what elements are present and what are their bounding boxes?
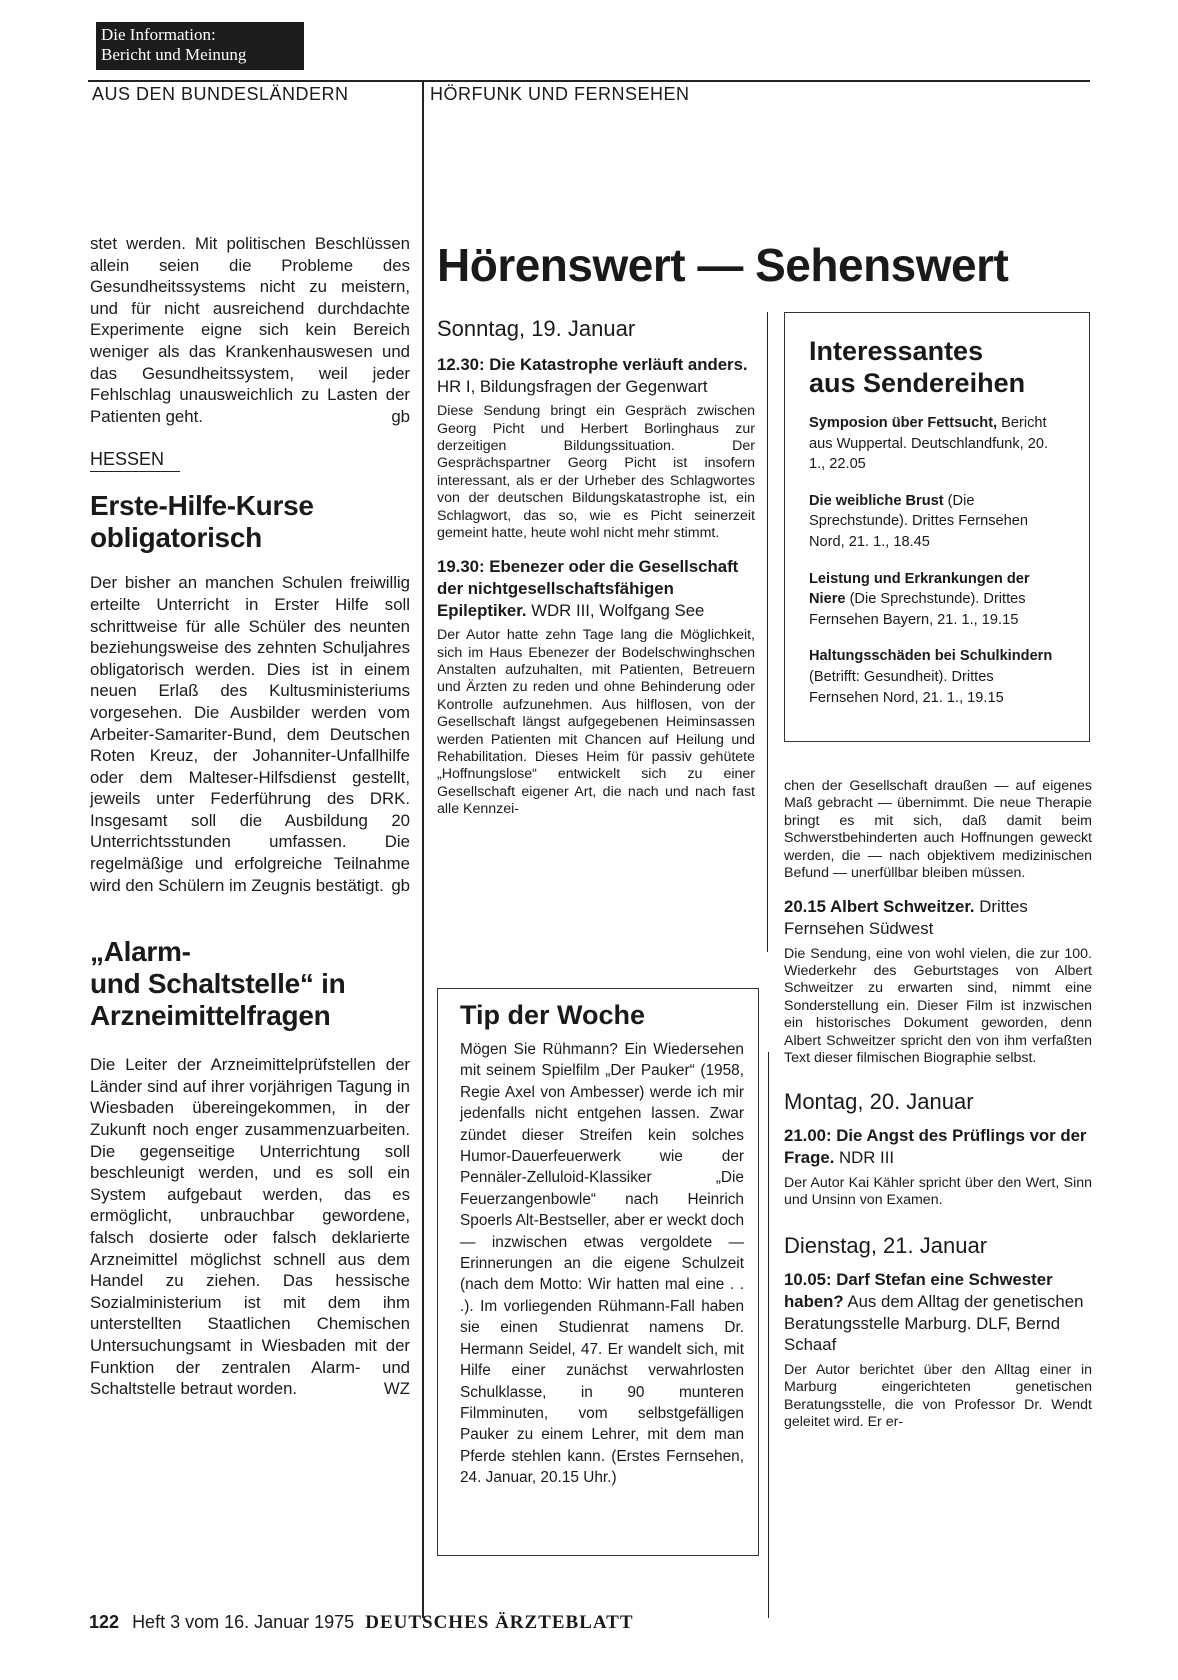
signature: WZ	[383, 1379, 410, 1399]
program-item-description: Der Autor Kai Kähler spricht über den Wert, Sinn und Unsinn von Examen.	[784, 1174, 1092, 1209]
day-heading-tuesday: Dienstag, 21. Januar	[784, 1233, 988, 1259]
program-item-heading: 19.30: Ebenezer oder die Gesellschaft der nichtgesellschaftsfähigen Epileptiker. WDR III, Wolfgang See	[437, 557, 739, 620]
series-item: Haltungsschäden bei Schulkindern (Betrifft: Gesundheit). Drittes Fernsehen Nord, 21. 1., 19.15	[809, 648, 1053, 706]
series-list	[809, 413, 1067, 708]
region-label: HESSEN	[90, 449, 180, 472]
article2-title: „Alarm- und Schaltstelle“ in Arzneimittelfragen	[90, 936, 346, 1032]
left-column	[90, 233, 410, 1400]
masthead-line2: Bericht und Meinung	[101, 45, 247, 64]
tip-of-week-box	[437, 988, 759, 1556]
issue-info: Heft 3 vom 16. Januar 1975	[132, 1612, 355, 1632]
right-column	[784, 778, 1092, 1431]
tip-of-week-title: Tip der Woche	[460, 1000, 646, 1030]
page-number: 122	[89, 1612, 120, 1632]
continuation-paragraph: chen der Gesellschaft draußen — auf eigenes Maß gebracht — übernimmt. Die neue Therapie bringt es mit sich, daß damit beim Schwerstbehinderten auch Hoffnungen geweckt werden, die — nach objektivem medizinischen Befund — unerfüllbar bleiben müssen.	[784, 778, 1092, 882]
article1-body: Der bisher an manchen Schulen freiwillig erteilte Unterricht in Erster Hilfe soll schrittweise für alle Schüler des neunten beziehungsweise des zehnten Schuljahres obligatorisch werden. Dies ist in einem neuen Erlaß des Kultusministeriums vorgesehen. Die Ausbilder werden vom Arbeiter-Samariter-Bund, dem Deutschen Roten Kreuz, der Johanniter-Unfallhilfe oder dem Malteser-Hilfsdienst gestellt, jeweils unter Federführung des DRK. Insgesamt soll die Ausbildung 20 Unterrichtsstunden umfassen. Die regelmäßige und erfolgreiche Teilnahme wird den Schülern im Zeugnis bestätigt. gb	[90, 573, 410, 895]
signature: gb	[391, 875, 410, 895]
tip-of-week-text: Mögen Sie Rühmann? Ein Wiedersehen mit seinem Spielfilm „Der Pauker“ (1958, Regie Axel von Ambesser) werde ich mir jedenfalls nicht entgehen lassen. Zwar zündet dieser Streifen kein solches Humor-Dauerfeuerwerk wie der Pennäler-Zelluloid-Klassiker „Die Feuerzangenbowle“ nach Heinrich Spoerls Alt-Bestseller, aber er weckt doch — inzwischen etwas vergoldete — Erinnerungen an die eigene Schulzeit (nach dem Motto: Wir hatten mal eine . . .). Im vorliegenden Rühmann-Fall haben sie einen Studienrat namens Dr. Hermann Seidel, 47. Er wandelt sich, mit Hilfe einer zunächst verwahrlosten Schulklasse, in 90 munteren Filmminuten, vom selbstgefälligen Pauker zu einem Lehrer, mit dem man Pferde stehlen kann. (Erstes Fernsehen, 24. Januar, 20.15 Uhr.)	[460, 1041, 745, 1487]
day-heading-sunday: Sonntag, 19. Januar	[437, 316, 636, 341]
section-label-left: AUS DEN BUNDESLÄNDERN	[92, 84, 349, 104]
series-item: Die weibliche Brust (Die Sprechstunde). Drittes Fernsehen Nord, 21. 1., 18.45	[809, 492, 1029, 550]
column-divider-mid	[767, 312, 768, 952]
program-item-heading: 21.00: Die Angst des Prüflings vor der Frage. NDR III	[784, 1126, 1087, 1168]
article1-title: Erste-Hilfe-Kurse obligatorisch	[90, 490, 314, 554]
page-footer	[89, 1612, 634, 1634]
continuation-paragraph: stet werden. Mit politischen Beschlüssen allein seien die Probleme des Gesundheitssystems nicht zu meistern, und für nicht ausreichend durchdachte Experimente eigne sich kein Bereich weniger als das Krankenhauswesen und das Gesundheitssystem, weil jeder Fehlschlag unausweichlich zu Lasten der Patienten geht. gb	[90, 234, 410, 426]
article2-body: Die Leiter der Arzneimittelprüfstellen der Länder sind auf ihrer vorjährigen Tagung in Wiesbaden übereingekommen, in der Zukunft noch enger zusammenzuarbeiten. Die gegenseitige Unterrichtung soll beschleunigt werden, und es soll ein System aufgebaut werden, das es ermöglicht, unbrauchbar gewordene, falsch dosierte oder falsch deklarierte Arzneimittel möglichst schnell aus dem Handel zu ziehen. Das hessische Sozialministerium ist mit dem ihm unterstellten Staatlichen Chemischen Untersuchungsamt in Wiesbaden mit der Funktion der zentralen Alarm- und Schaltstelle betraut worden. WZ	[90, 1055, 410, 1399]
program-item-description: Der Autor berichtet über den Alltag einer in Marburg eingerichteten genetischen Beratungsstelle, die von Professor Dr. Wendt geleitet wird. Er er-	[784, 1361, 1092, 1431]
program-item-description: Diese Sendung bringt ein Gespräch zwischen Georg Picht und Herbert Borlinghaus zur derzeitigen Bildungssituation. Der Gesprächspartner Georg Picht ist insofern interessant, als er der Urheber des Schlagwortes von der deutschen Bildungskatastrophe ist, ein Schlagwort, das so, wie es Picht seinerzeit gemeint hatte, heute wohl nicht mehr stimmt.	[437, 403, 755, 542]
column-divider-left	[422, 80, 424, 1618]
series-box	[784, 312, 1090, 742]
program-item-description: Der Autor hatte zehn Tage lang die Möglichkeit, sich im Haus Ebenezer der Bodelschwinghschen Anstalten aufzuhalten, mit Patienten, Betreuern und Ärzten zu reden und ohne Behinderung oder Kontrolle aufzunehmen. Aus hilflosen, von der Gesellschaft längst aufgegebenen Heiminsassen werden Patienten mit Chancen auf Heilung und Rehabilitation. Dieses Heim für passiv gehütete „Hoffnungslose“ entwickelt sich zu einer Gesellschaft eigener Art, die nach und nach fast alle Kennzei-	[437, 627, 755, 818]
series-item: Leistung und Erkrankungen der Niere (Die Sprechstunde). Drittes Fernsehen Bayern, 21. 1., 19.15	[809, 570, 1030, 628]
section-label-right: HÖRFUNK UND FERNSEHEN	[430, 84, 690, 104]
program-item-heading: 10.05: Darf Stefan eine Schwester haben? Aus dem Alltag der genetischen Beratungsstelle Marburg. DLF, Bernd Schaaf	[784, 1270, 1084, 1355]
top-rule	[88, 80, 1090, 82]
column-divider-right	[768, 1052, 769, 1618]
series-box-title: Interessantes aus Sendereihen	[809, 336, 1026, 398]
program-item-description: Die Sendung, eine von wohl vielen, die zur 100. Wiederkehr des Geburtstages von Albert Schweitzer zu erwarten sind, nimmt eine Sonderstellung ein. Dieser Film ist inzwischen ein historisches Dokument geworden, denn Albert Schweitzer spricht den von ihm verfaßten Text dieser filmischen Biographie selbst.	[784, 945, 1092, 1067]
masthead	[96, 22, 304, 70]
signature: gb	[391, 406, 410, 426]
page-title: Hörenswert — Sehenswert	[437, 239, 1009, 291]
middle-column	[437, 316, 755, 819]
masthead-line1: Die Information:	[101, 25, 216, 44]
journal-name: DEUTSCHES ÄRZTEBLATT	[365, 1612, 634, 1633]
program-item-heading: 20.15 Albert Schweitzer. Drittes Fernsehen Südwest	[784, 897, 1028, 939]
program-item-heading: 12.30: Die Katastrophe verläuft anders. HR I, Bildungsfragen der Gegenwart	[437, 355, 748, 396]
day-heading-monday: Montag, 20. Januar	[784, 1089, 974, 1115]
series-item: Symposion über Fettsucht, Bericht aus Wuppertal. Deutschlandfunk, 20. 1., 22.05	[809, 415, 1049, 473]
